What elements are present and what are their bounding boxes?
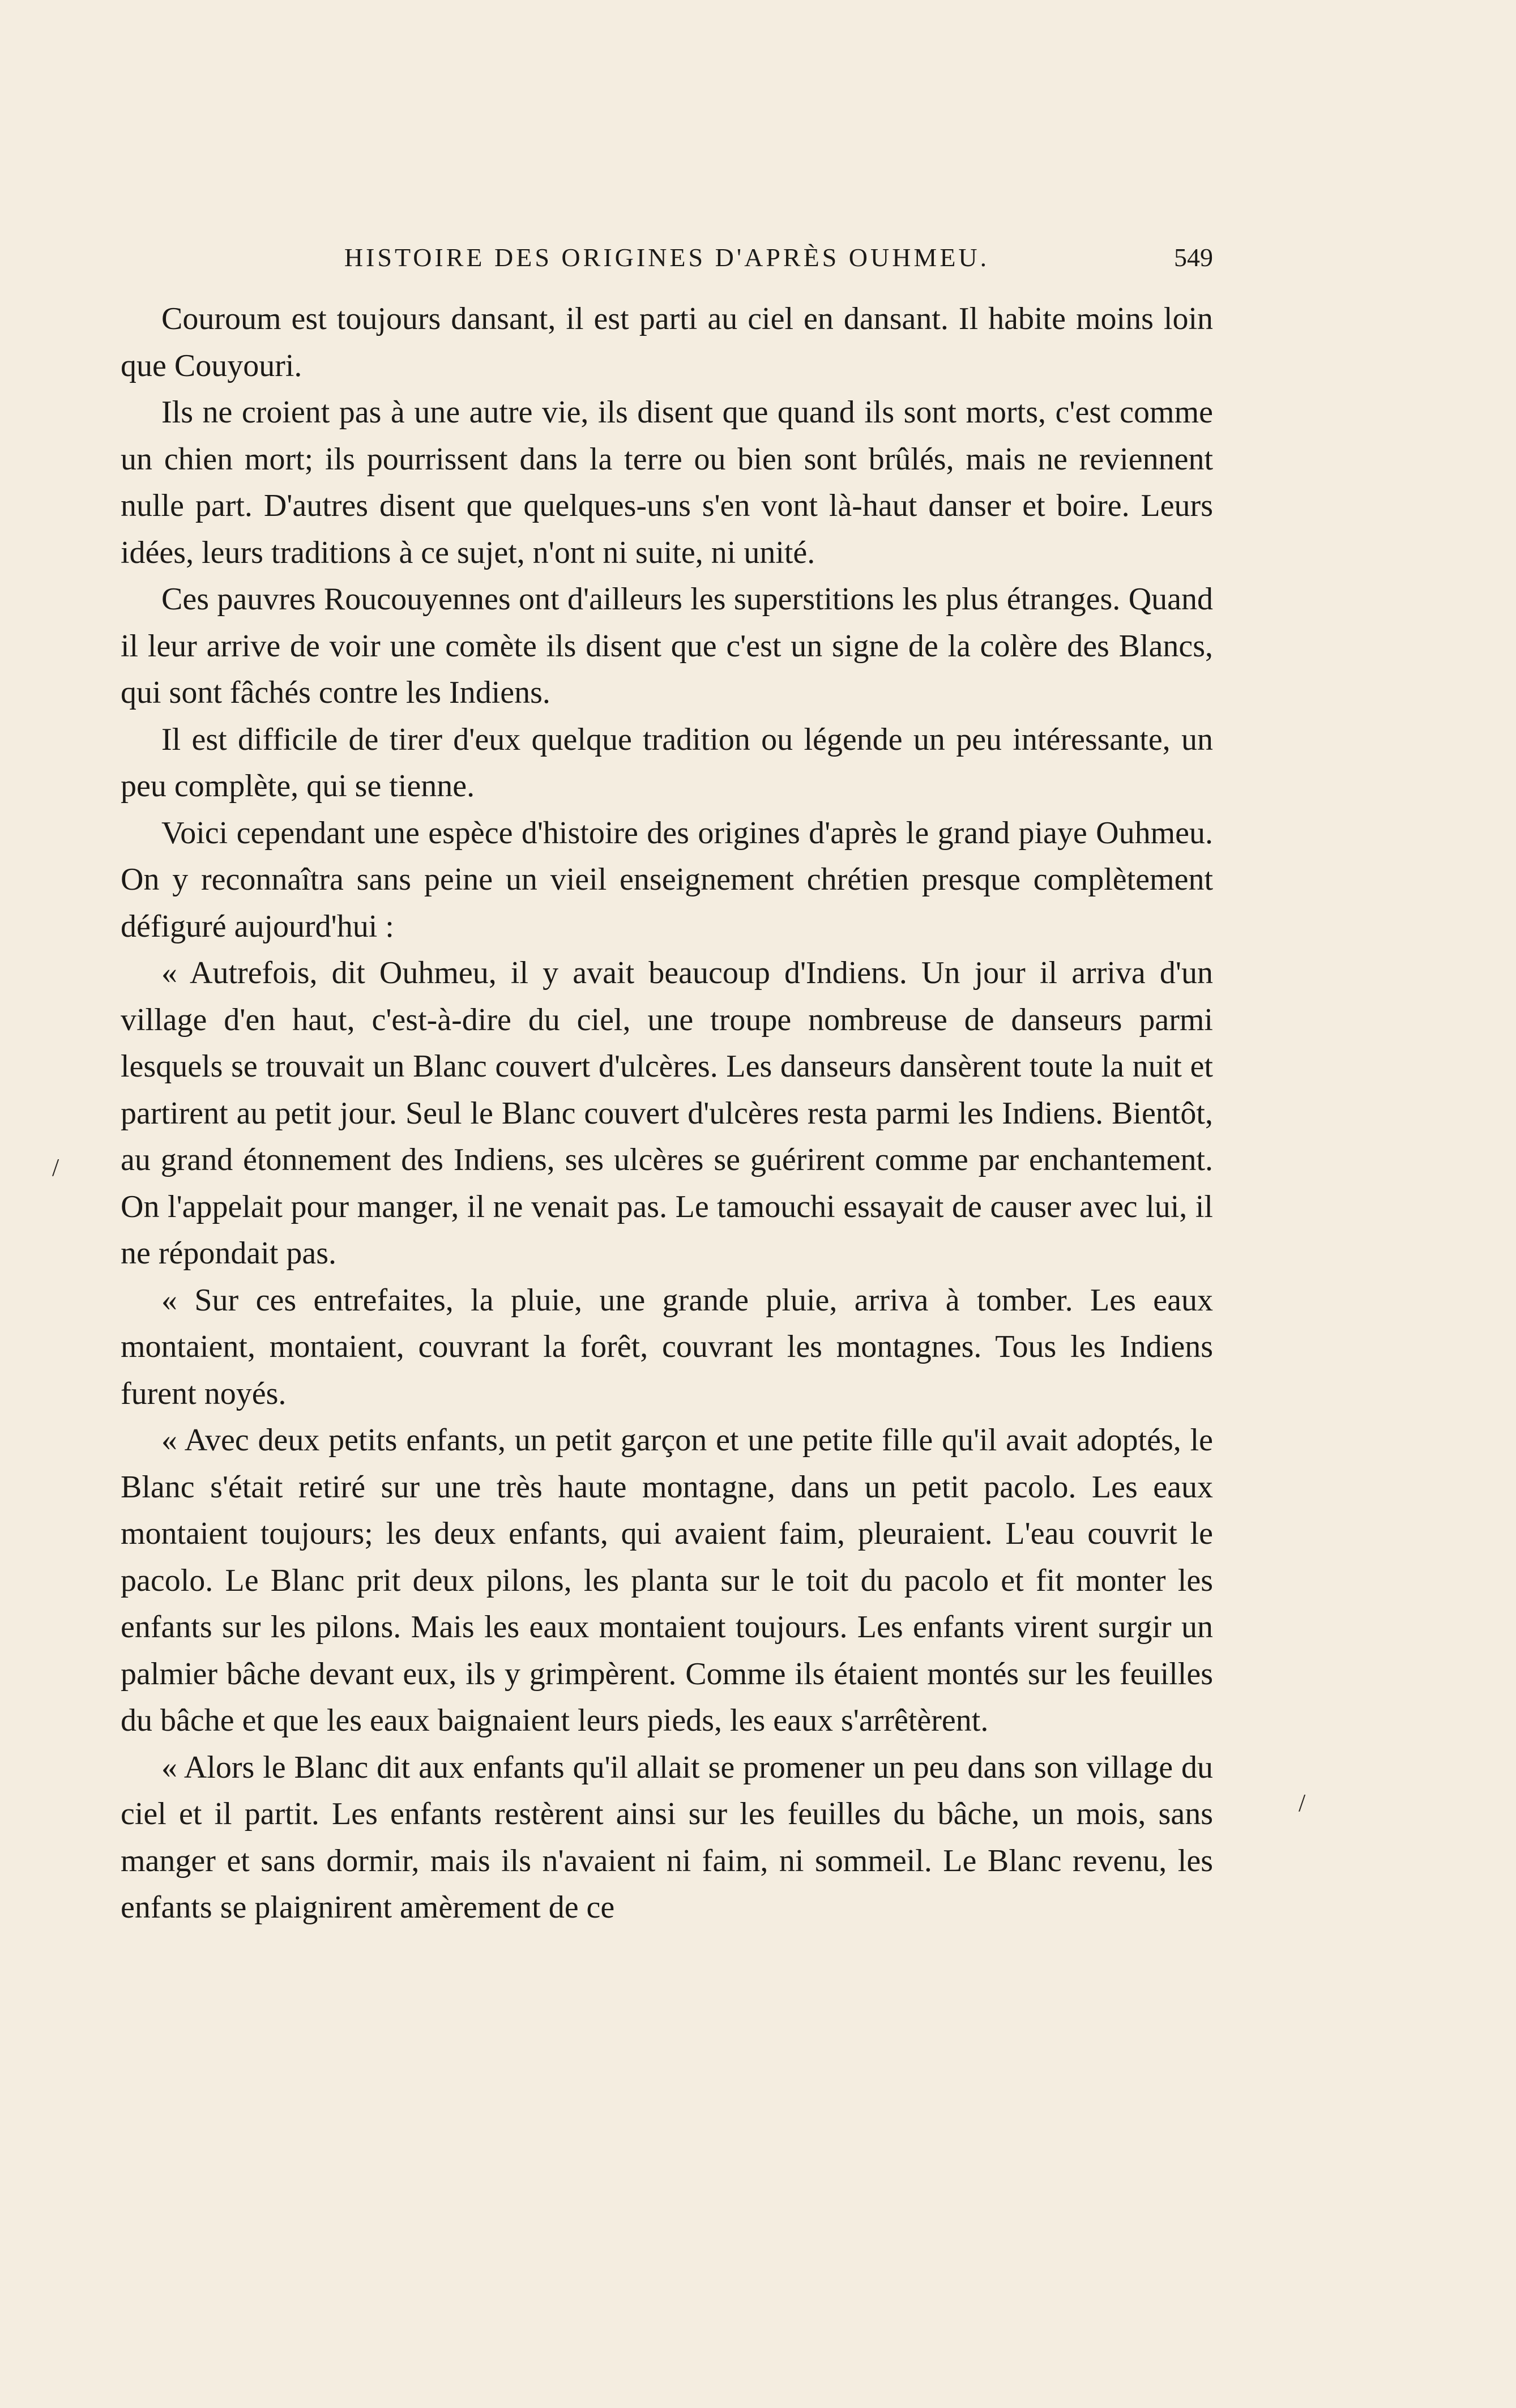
paragraph: « Autrefois, dit Ouhmeu, il y avait beaucoup d'Indiens. Un jour il arriva d'un village d'en haut, c'est-à-dire du ciel, une troupe nombreuse de danseurs parmi lesquels se trouvait un Blanc couvert d'ulcères. Les danseurs dansèrent toute la nuit et partirent au petit jour. Seul le Blanc couvert d'ulcères resta parmi les Indiens. Bientôt, au grand étonnement des Indiens, ses ulcères se guérirent comme par enchantement. On l'appelait pour manger, il ne venait pas. Le tamouchi essayait de causer avec lui, il ne répondait pas.: [121, 955, 1213, 1271]
paragraph: Il est difficile de tirer d'eux quelque tradition ou légende un peu intéressante, un peu complète, qui se tienne.: [121, 721, 1213, 804]
margin-mark-right: /: [1299, 1789, 1306, 1817]
paragraph: « Alors le Blanc dit aux enfants qu'il allait se promener un peu dans son village du ciel et il partit. Les enfants restèrent ainsi sur les feuilles du bâche, un mois, sans manger et sans dormir, mais ils n'avaient ni faim, ni sommeil. Le Blanc revenu, les enfants se plaignirent amèrement de ce: [121, 1749, 1213, 1925]
running-head: [121, 241, 1213, 275]
margin-mark-left: /: [52, 1154, 59, 1181]
page-number: 549: [1174, 243, 1213, 272]
paragraph: « Sur ces entrefaites, la pluie, une grande pluie, arriva à tomber. Les eaux montaient, montaient, couvrant la forêt, couvrant les montagnes. Tous les Indiens furent noyés.: [121, 1282, 1213, 1411]
paragraph: Voici cependant une espèce d'histoire des origines d'après le grand piaye Ouhmeu. On y reconnaîtra sans peine un vieil enseignement chrétien presque complètement défiguré aujourd'hui :: [121, 815, 1213, 944]
paragraph: Ces pauvres Roucouyennes ont d'ailleurs les superstitions les plus étranges. Quand il leur arrive de voir une comète ils disent que c'est un signe de la colère des Blancs, qui sont fâchés contre les Indiens.: [121, 582, 1213, 710]
running-title: HISTOIRE DES ORIGINES D'APRÈS OUHMEU.: [344, 243, 990, 272]
paragraph: « Avec deux petits enfants, un petit garçon et une petite fille qu'il avait adoptés, le Blanc s'était retiré sur une très haute montagne, dans un petit pacolo. Les eaux montaient toujours; les deux enfants, qui avaient faim, pleuraient. L'eau couvrit le pacolo. Le Blanc prit deux pilons, les planta sur le toit du pacolo et fit monter les enfants sur les pilons. Mais les eaux montaient toujours. Les enfants virent surgir un palmier bâche devant eux, ils y grimpèrent. Comme ils étaient montés sur les feuilles du bâche et que les eaux baignaient leurs pieds, les eaux s'arrêtèrent.: [121, 1423, 1213, 1738]
body-text: [121, 296, 1213, 1931]
paragraph: Couroum est toujours dansant, il est parti au ciel en dansant. Il habite moins loin que Couyouri.: [121, 301, 1213, 383]
paragraph: Ils ne croient pas à une autre vie, ils disent que quand ils sont morts, c'est comme un chien mort; ils pourrissent dans la terre ou bien sont brûlés, mais ne reviennent nulle part. D'autres disent que quelques-uns s'en vont là-haut danser et boire. Leurs idées, leurs traditions à ce sujet, n'ont ni suite, ni unité.: [121, 395, 1213, 570]
